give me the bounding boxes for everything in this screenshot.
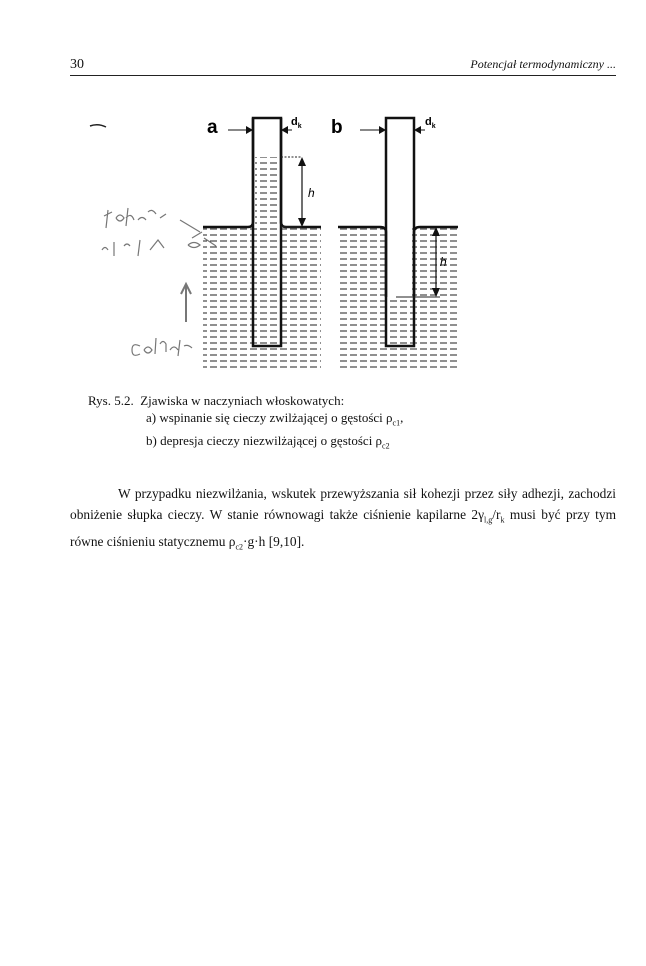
paragraph: W przypadku niezwilżania, wskutek przewyższania sił kohezji przez siły adhezji, zachodzi obniżenie słupka cieczy. W stanie równowagi także ciśnienie kapilarne $2\gamma_{l,g}/r_k$ musi być przy tym równe ciśnieniu statycznemu $\rho_{c2}\cdot g\cdot h$ [9,10].	[70, 486, 616, 552]
panel-a	[203, 116, 321, 372]
caption-title: Zjawiska w naczyniach włoskowatych:	[140, 393, 345, 408]
stray-mark	[90, 125, 106, 127]
height-label-a: h	[308, 186, 315, 200]
liquid-column-a	[255, 157, 279, 229]
caption-title-line	[88, 392, 403, 409]
body-text	[70, 483, 616, 557]
page-header	[70, 57, 616, 75]
diameter-label-b: $d_k$	[425, 116, 436, 130]
capillary-figure	[80, 100, 500, 380]
figure-caption	[88, 392, 403, 454]
depressed-column-b	[388, 227, 412, 297]
capillary-diagram	[80, 100, 500, 380]
page-number: 30	[70, 57, 84, 72]
header-rule	[70, 75, 616, 76]
caption-number: Rys. 5.2.	[88, 393, 134, 408]
meniscus-right-a	[281, 118, 321, 227]
handwritten-annotations	[102, 208, 216, 356]
label-b: b	[331, 117, 343, 138]
running-title: Potencjał termodynamiczny ...	[470, 57, 616, 71]
caption-item-a: a) wspinanie się cieczy zwilżającej o gęstości $\rho_{c1}$,	[146, 410, 404, 428]
panel-b	[331, 116, 458, 369]
diameter-label-a: $d_k$	[291, 116, 302, 130]
height-label-b: h	[440, 255, 447, 269]
label-a: a	[207, 117, 218, 138]
caption-item-b: b) depresja cieczy niezwilżającej o gęstości $\rho_{c2}$	[146, 432, 390, 451]
